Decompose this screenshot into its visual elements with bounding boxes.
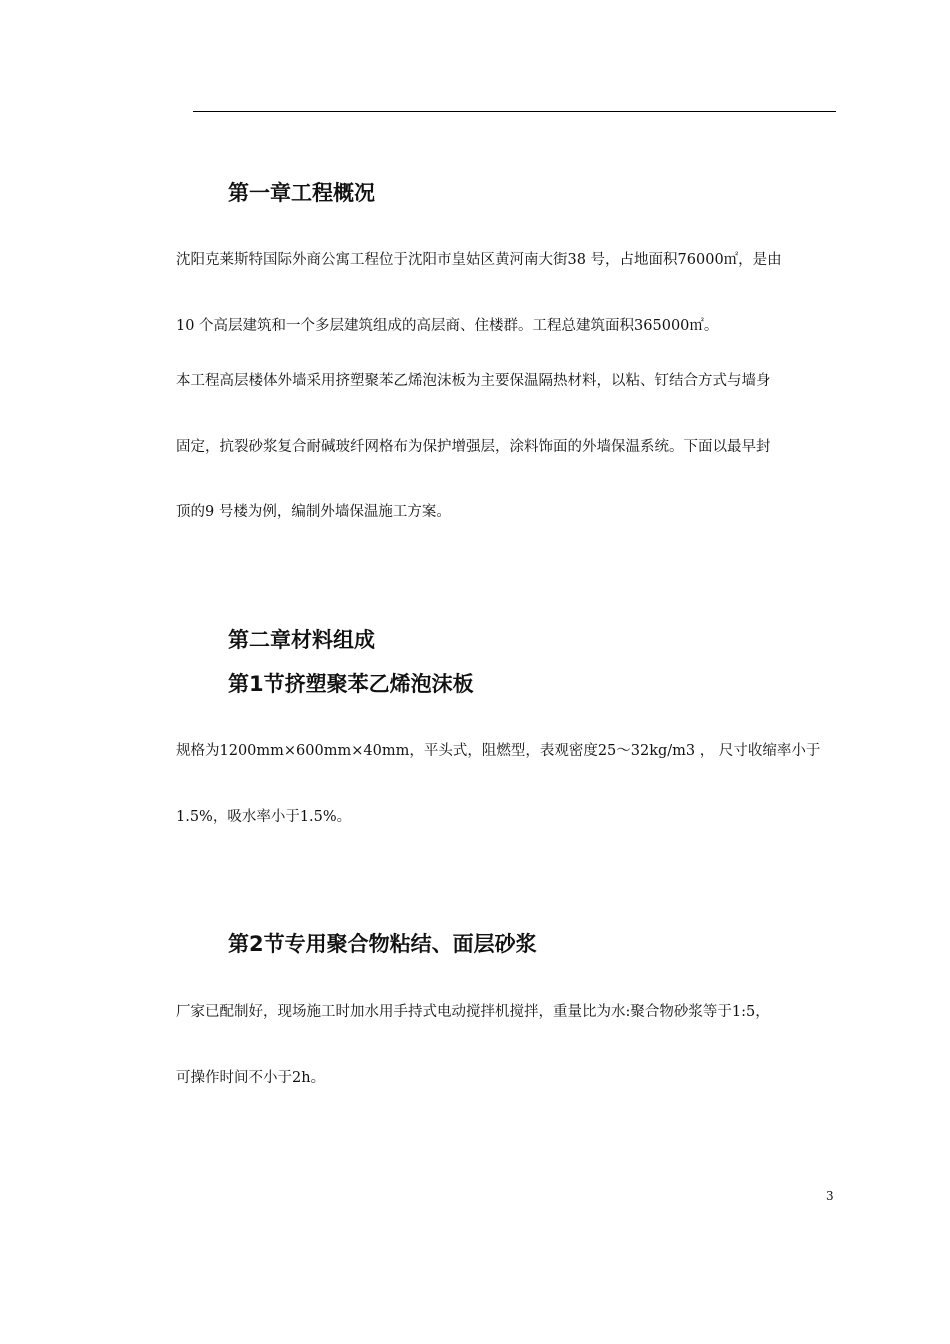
section-1-paragraph-line: 规格为1200mm×600mm×40mm，平头式，阻燃型，表观密度25～32kg/m3 ， 尺寸收缩率小于: [176, 743, 821, 759]
chapter-2-title: 第二章材料组成: [228, 628, 375, 652]
section-1-paragraph-line: 1.5%，吸水率小于1.5%。: [176, 809, 352, 825]
page-number: 3: [826, 1189, 834, 1203]
chapter-1-paragraph-line: 沈阳克莱斯特国际外商公寓工程位于沈阳市皇姑区黄河南大街38 号，占地面积76000㎡，是由: [176, 252, 782, 268]
section-2-paragraph-line: 可操作时间不小于2h。: [176, 1070, 326, 1086]
chapter-1-paragraph-line: 本工程高层楼体外墙采用挤塑聚苯乙烯泡沫板为主要保温隔热材料，以粘、钉结合方式与墙身: [176, 373, 771, 389]
section-2-paragraph-line: 厂家已配制好，现场施工时加水用手持式电动搅拌机搅拌，重量比为水:聚合物砂浆等于1:5，: [176, 1004, 770, 1020]
header-rule: [193, 111, 836, 112]
chapter-1-paragraph-line: 固定，抗裂砂浆复合耐碱玻纤网格布为保护增强层，涂料饰面的外墙保温系统。下面以最早封: [176, 439, 771, 455]
chapter-1-title: 第一章工程概况: [228, 181, 375, 205]
chapter-1-paragraph-line: 顶的9 号楼为例，编制外墙保温施工方案。: [176, 504, 451, 520]
section-2-title: 第2节专用聚合物粘结、面层砂浆: [228, 932, 537, 956]
section-1-title: 第1节挤塑聚苯乙烯泡沫板: [228, 672, 474, 696]
chapter-1-paragraph-line: 10 个高层建筑和一个多层建筑组成的高层商、住楼群。工程总建筑面积365000㎡。: [176, 318, 719, 334]
